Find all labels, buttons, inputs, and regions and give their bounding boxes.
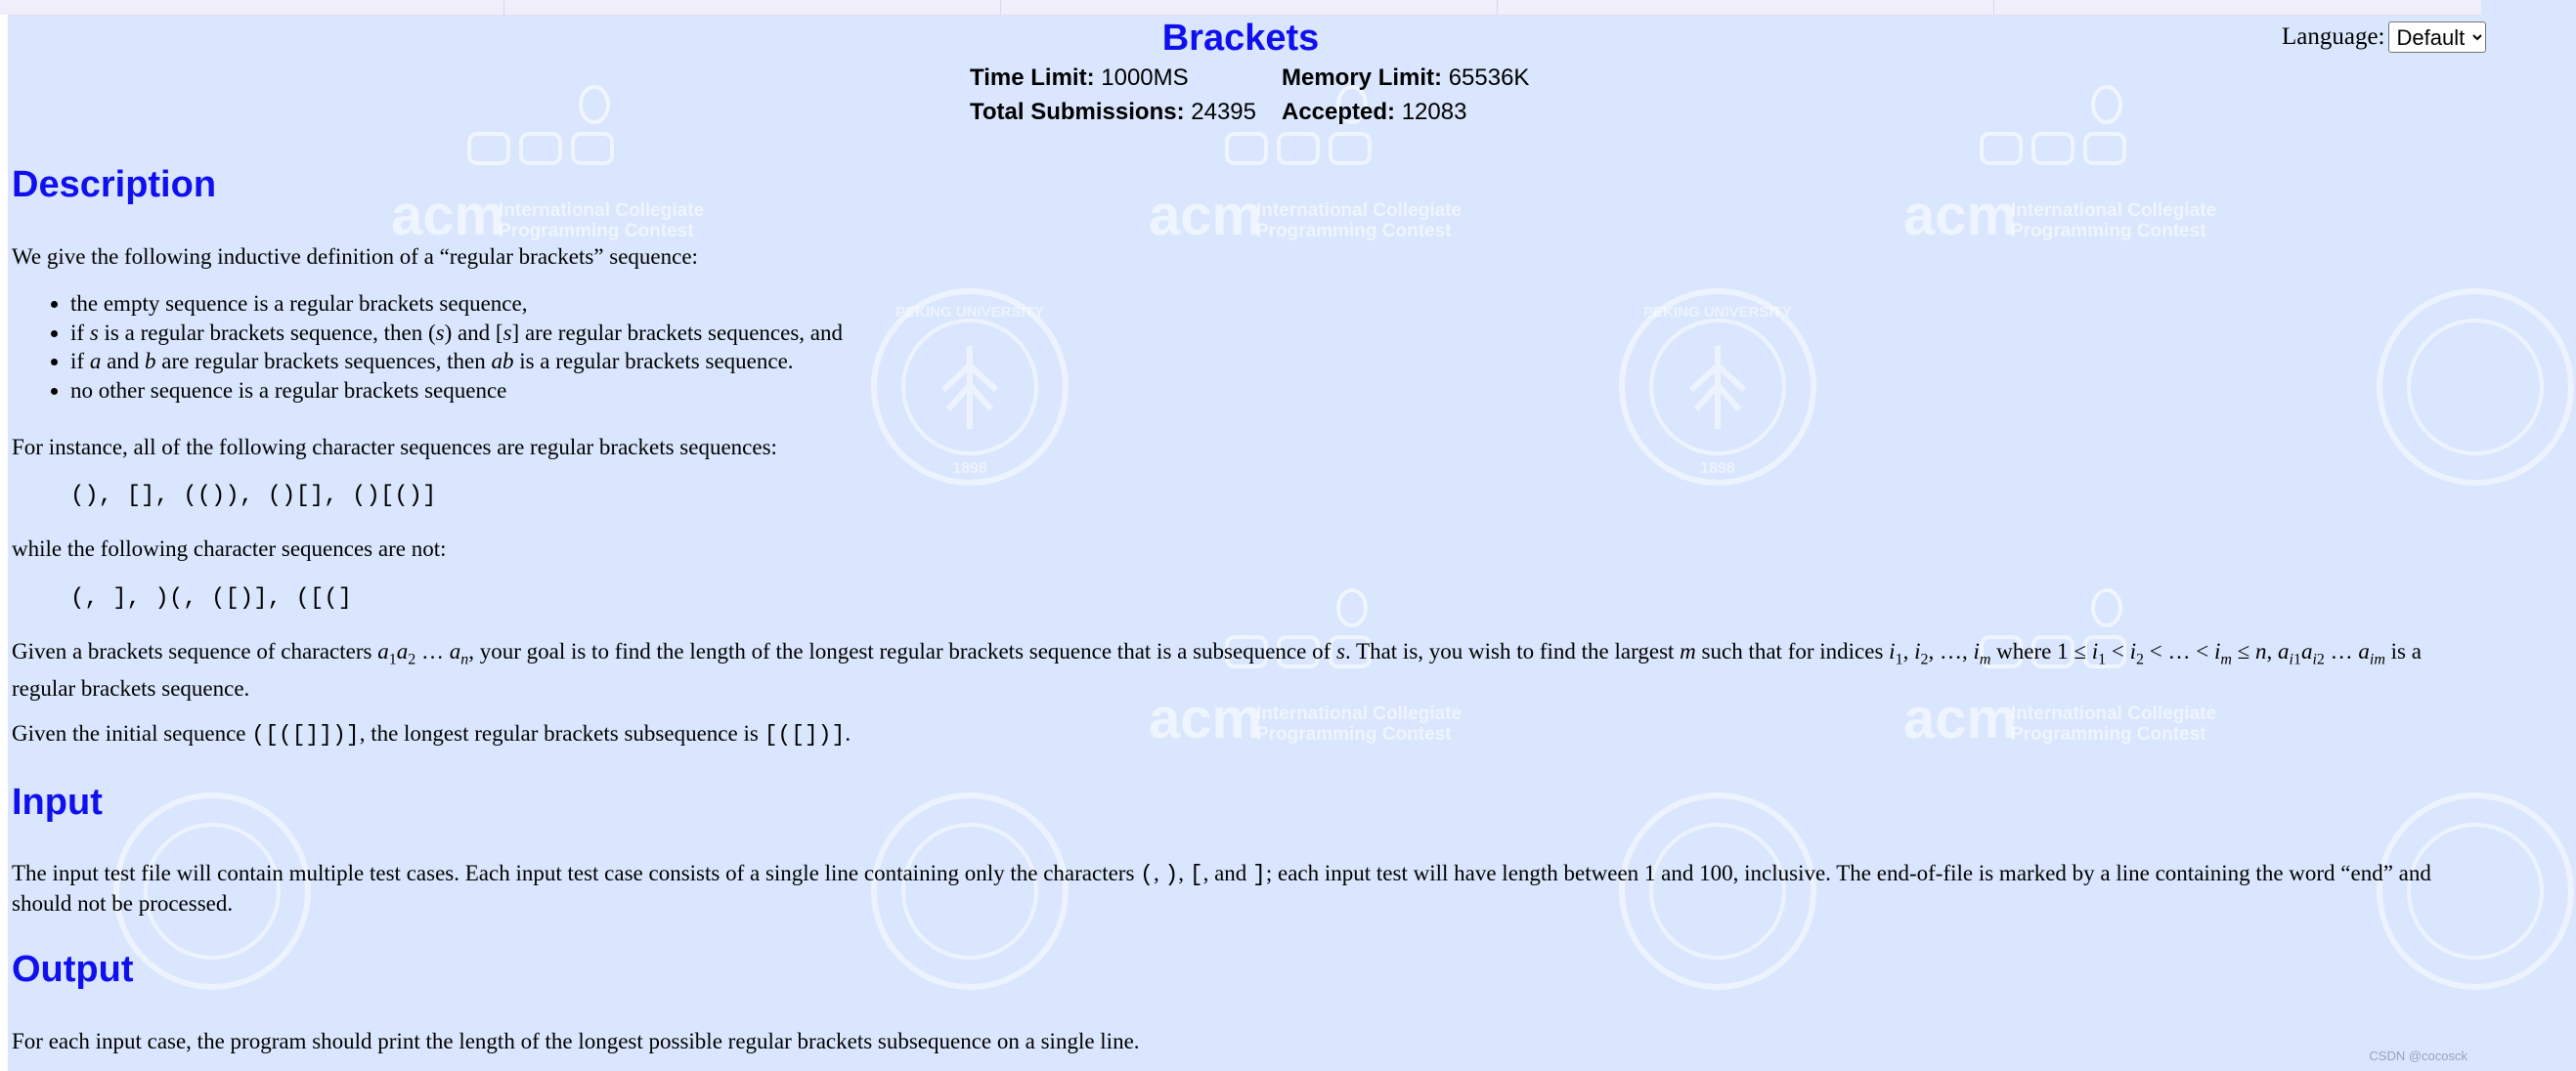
left-edge: [0, 15, 8, 1071]
svg-text:International Collegiate: International Collegiate: [1256, 704, 1463, 724]
list-item: • if s is a regular brackets sequence, then (s) and [s] are regular brackets sequences, and: [70, 319, 843, 348]
svg-text:1898: 1898: [1700, 460, 1735, 477]
problem-title: Brackets: [1161, 18, 1320, 59]
accepted-value: 12083: [1401, 99, 1467, 125]
given-paragraph: Given a brackets sequence of characters $a_1a_2$ … $a_n$, your goal is to find the length of the longest regular brackets sequence that is a subsequence of s. That is, you wish to find the largest m such that for indices $i_1$, $i_2$, …, $i_m$ where $1 \le i_1 < i_2$ < … < $i_m \le n$, $a_{i1}a_{i2}$ … $a_{im}$ is a regular brackets sequence.: [12, 639, 2422, 701]
strip-divider: [503, 0, 504, 15]
strip-divider: [1993, 0, 1994, 15]
total-submissions-value: 24395: [1191, 99, 1256, 125]
total-submissions-label: Total Submissions:: [970, 99, 1185, 125]
svg-text:acm: acm: [1149, 687, 1263, 750]
memory-limit: [1282, 64, 1529, 92]
accepted-label: Accepted:: [1282, 99, 1396, 125]
initial-sequence-text: Given the initial sequence ([([]])], the longest regular brackets subsequence is [([])].: [12, 721, 851, 748]
svg-text:Programming Contest: Programming Contest: [499, 221, 694, 241]
language-label: Language:: [2282, 23, 2385, 50]
svg-text:International Collegiate: International Collegiate: [2011, 704, 2217, 724]
input-heading: Input: [12, 782, 103, 823]
svg-text:International Collegiate: International Collegiate: [1256, 200, 1463, 221]
language-select[interactable]: [2388, 21, 2486, 53]
not-regular-text: while the following character sequences are not:: [12, 536, 447, 561]
time-limit-label: Time Limit:: [970, 64, 1095, 91]
strip-divider: [1497, 0, 1498, 15]
university-seal-watermark: [870, 287, 1070, 488]
svg-text:Programming Contest: Programming Contest: [2011, 221, 2206, 241]
input-text: The input test file will contain multiple test cases. Each input test case consists of a single line containing only the characters (, ), [, and ]; each input test will have length between 1 and 100, inclusive. The end-of-file is marked by a line containing the word “end” and should not be processed.: [12, 861, 2431, 916]
time-limit: [970, 64, 1189, 92]
accepted-count: [1282, 99, 1466, 126]
memory-limit-value: 65536K: [1448, 64, 1530, 91]
list-item: • no other sequence is a regular brackets sequence: [70, 376, 843, 406]
university-seal-watermark: [2376, 287, 2576, 488]
svg-text:acm: acm: [1149, 184, 1263, 247]
description-intro: We give the following inductive definition of a “regular brackets” sequence:: [12, 244, 698, 269]
memory-limit-label: Memory Limit:: [1282, 64, 1443, 91]
output-heading: Output: [12, 949, 134, 990]
acm-watermark-logo: [389, 83, 705, 264]
strip-divider: [1000, 0, 1001, 15]
svg-text:Programming Contest: Programming Contest: [2011, 724, 2206, 745]
svg-text:PEKING UNIVERSITY: PEKING UNIVERSITY: [895, 304, 1044, 321]
svg-text:International Collegiate: International Collegiate: [2011, 200, 2217, 221]
svg-text:International Collegiate: International Collegiate: [499, 200, 705, 221]
description-heading: Description: [12, 164, 217, 205]
top-strip: [0, 0, 2481, 16]
time-limit-value: 1000MS: [1101, 64, 1189, 91]
list-item: • the empty sequence is a regular brackets sequence,: [70, 289, 843, 319]
acm-watermark-logo: [1901, 83, 2217, 264]
rules-list: [0, 289, 843, 405]
output-text: For each input case, the program should print the length of the longest possible regular brackets subsequence on a single line.: [12, 1029, 1140, 1053]
irregular-examples: (, ], )(, ([)], ([(]: [70, 585, 353, 612]
list-item: • if a and b are regular brackets sequences, then ab is a regular brackets sequence.: [70, 347, 843, 376]
svg-text:1898: 1898: [952, 460, 987, 477]
svg-text:Programming Contest: Programming Contest: [1256, 724, 1452, 745]
total-submissions: [970, 99, 1256, 126]
instance-text: For instance, all of the following character sequences are regular brackets sequences:: [12, 435, 777, 459]
regular-examples: (), [], (()), ()[], ()[()]: [70, 483, 437, 509]
svg-text:acm: acm: [1903, 184, 2018, 247]
language-selector: [2282, 21, 2486, 53]
svg-text:acm: acm: [1903, 687, 2018, 750]
svg-text:Programming Contest: Programming Contest: [1256, 221, 1452, 241]
footer-credit: CSDN @cocosck: [2369, 1049, 2467, 1063]
university-seal-watermark: [1618, 287, 1818, 488]
svg-text:acm: acm: [391, 184, 505, 247]
svg-text:PEKING UNIVERSITY: PEKING UNIVERSITY: [1643, 304, 1792, 321]
